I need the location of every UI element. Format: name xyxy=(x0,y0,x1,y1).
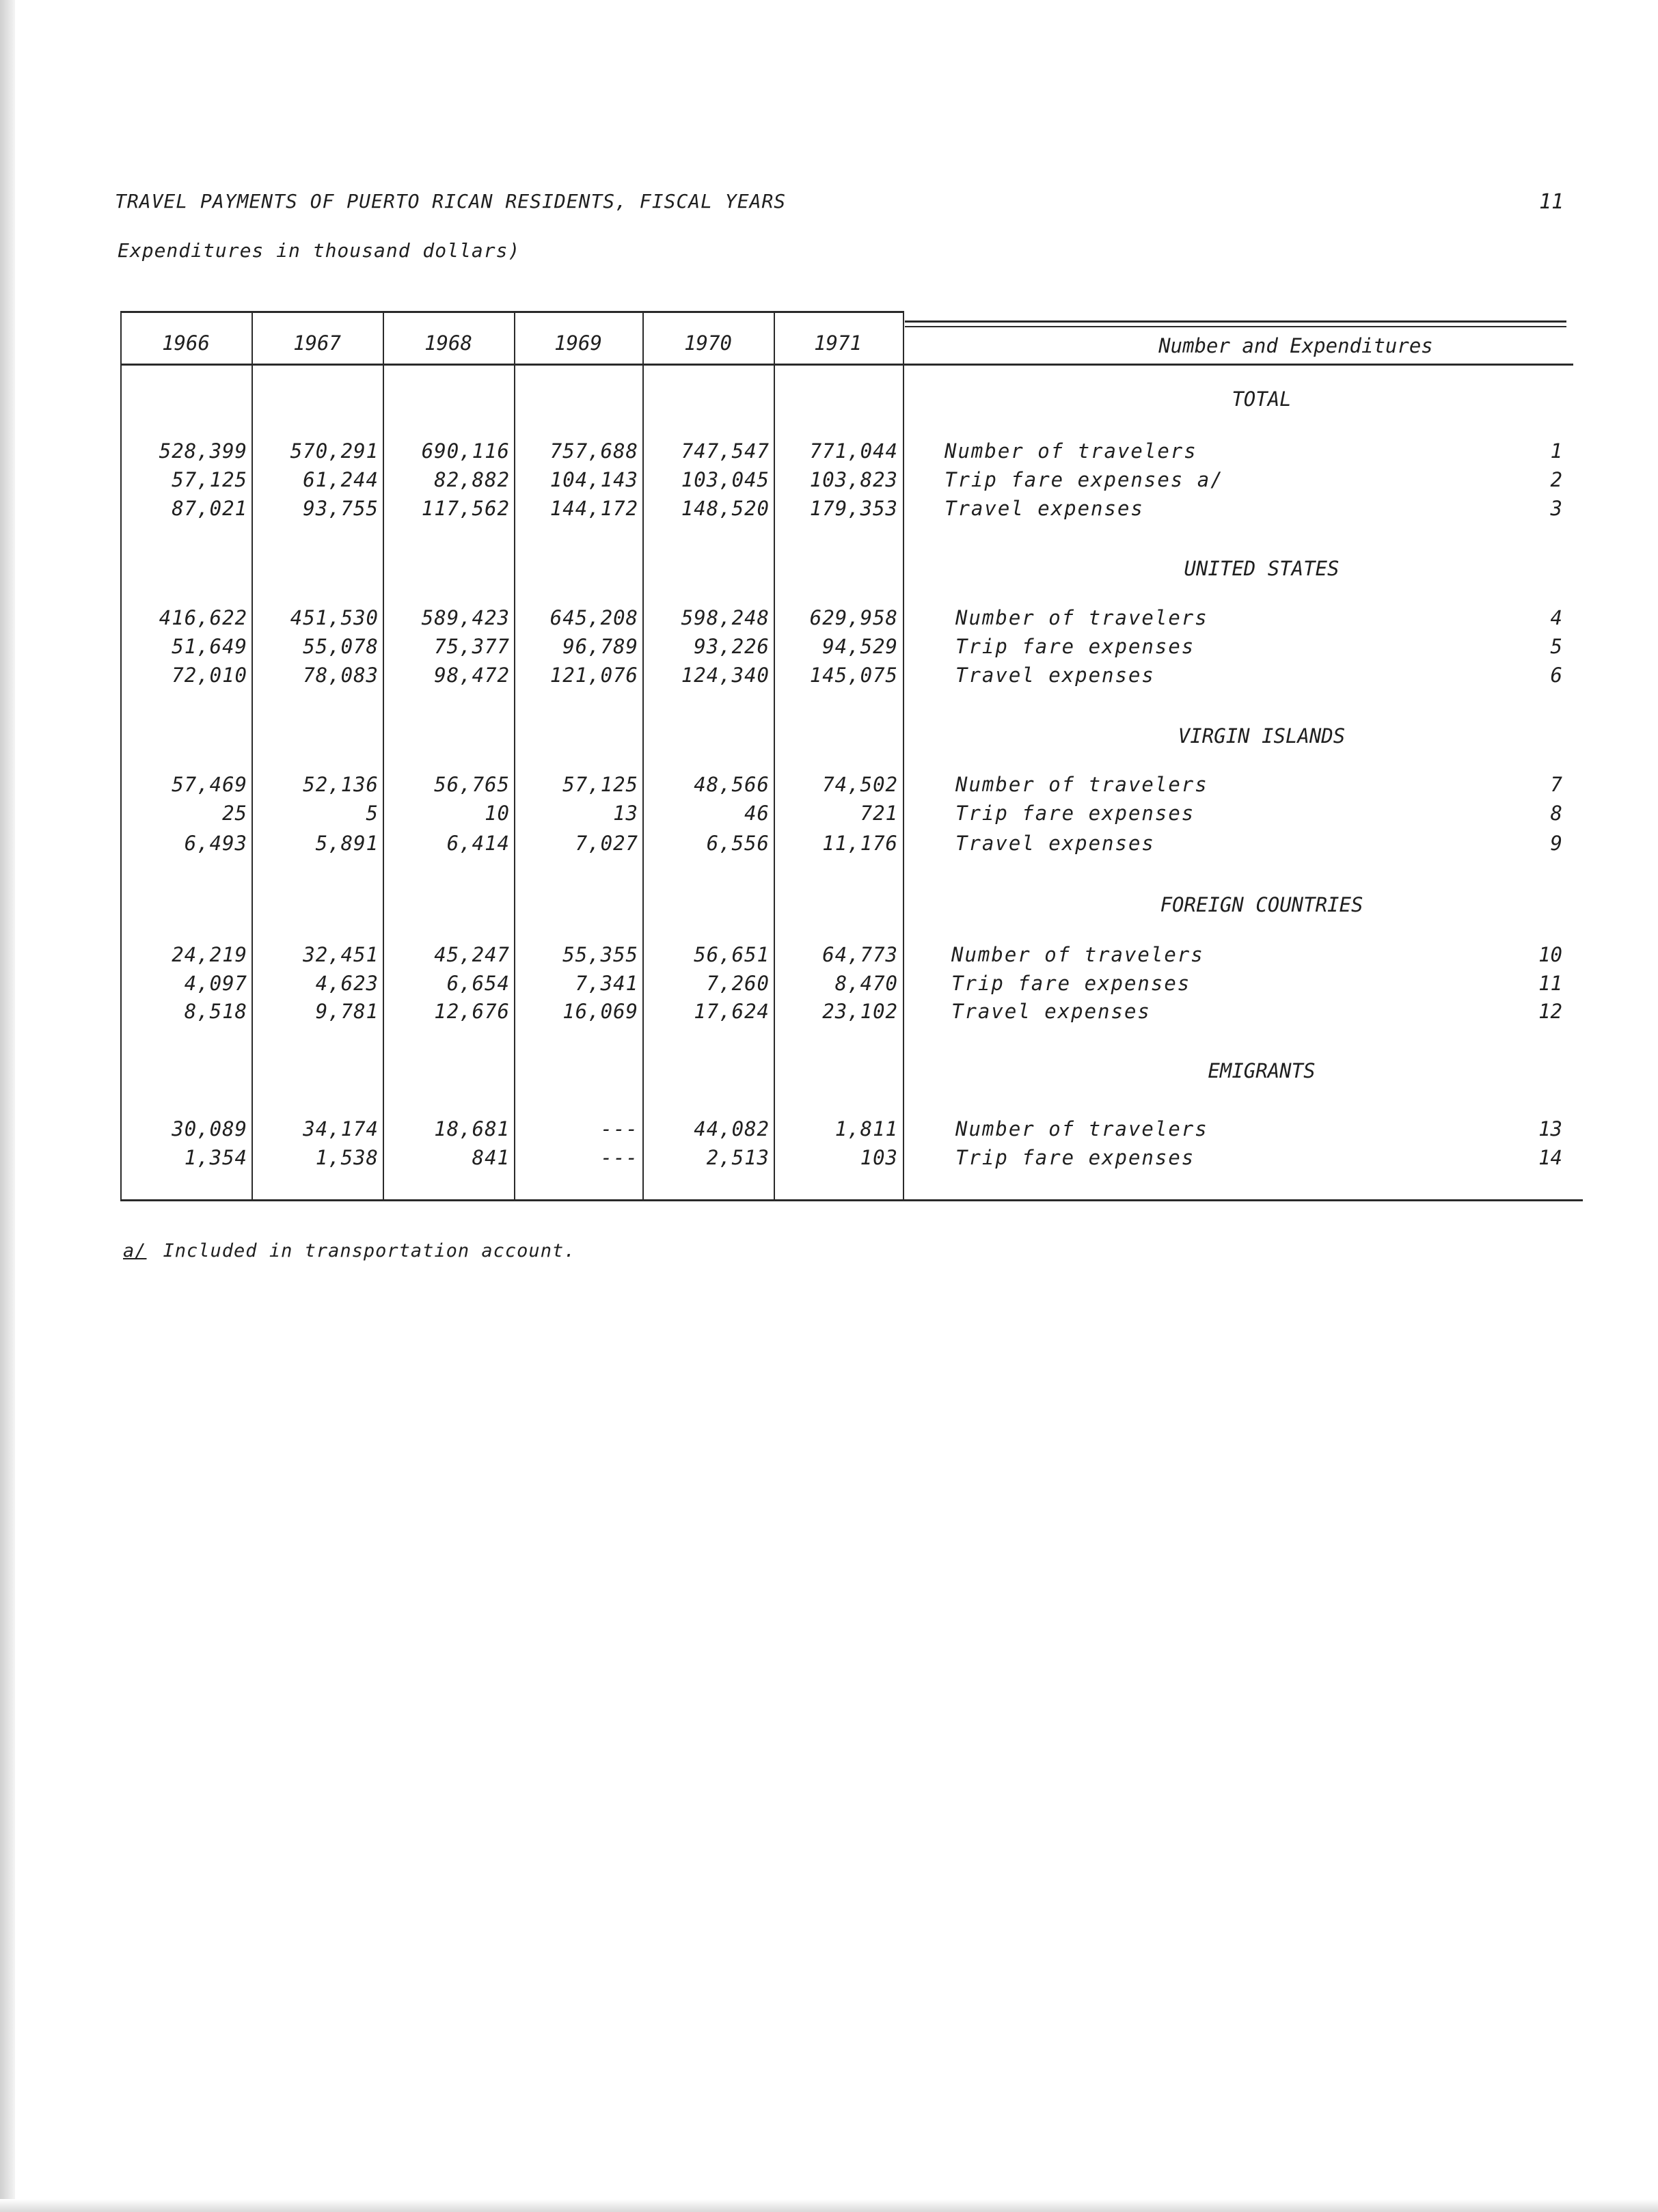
row-label: Number of travelers xyxy=(955,1117,1208,1141)
table-cell: 103,823 xyxy=(809,468,898,491)
line-number: 3 xyxy=(1550,497,1562,520)
table-cell: 9,781 xyxy=(315,1000,379,1023)
table-cell: 10 xyxy=(485,802,510,825)
col-rule-5 xyxy=(774,311,775,1201)
table-cell: 61,244 xyxy=(303,468,379,491)
table-cell: 1,354 xyxy=(184,1146,247,1169)
line-number: 14 xyxy=(1538,1146,1562,1169)
year-header: 1971 xyxy=(814,331,862,355)
table-cell: 7,027 xyxy=(575,832,638,855)
table-cell: 56,651 xyxy=(694,943,770,966)
table-cell: 124,340 xyxy=(681,664,770,687)
table-cell: 144,172 xyxy=(549,497,638,520)
line-number: 7 xyxy=(1550,773,1562,796)
year-header: 1970 xyxy=(684,331,732,355)
col-rule-4 xyxy=(642,311,644,1201)
table-cell: 4,623 xyxy=(315,972,379,995)
line-number: 2 xyxy=(1550,468,1562,491)
line-number: 4 xyxy=(1550,606,1562,629)
row-label: Travel expenses xyxy=(955,664,1155,687)
table-cell: 57,125 xyxy=(172,468,247,491)
table-cell: 34,174 xyxy=(303,1117,379,1141)
table-cell: 32,451 xyxy=(303,943,379,966)
table-cell: 416,622 xyxy=(159,606,247,629)
table-cell: 121,076 xyxy=(549,664,638,687)
table-cell: 96,789 xyxy=(562,635,638,658)
section-heading: UNITED STATES xyxy=(1184,557,1340,580)
table-top-rule-right xyxy=(905,320,1566,323)
travel-payments-table xyxy=(120,311,1583,1203)
table-cell: 6,654 xyxy=(446,972,510,995)
table-cell: 589,423 xyxy=(421,606,510,629)
year-header: 1969 xyxy=(554,331,602,355)
col-rule-6 xyxy=(903,311,904,1201)
table-cell: 8,518 xyxy=(184,1000,247,1023)
col-rule-3 xyxy=(514,311,515,1201)
table-cell: 6,493 xyxy=(184,832,247,855)
table-cell: 51,649 xyxy=(172,635,247,658)
table-cell: 55,355 xyxy=(562,943,638,966)
row-label: Trip fare expenses xyxy=(951,972,1191,995)
year-header: 1967 xyxy=(293,331,341,355)
row-label: Trip fare expenses a/ xyxy=(944,468,1224,491)
table-cell: 55,078 xyxy=(303,635,379,658)
line-number: 1 xyxy=(1550,439,1562,463)
line-number: 10 xyxy=(1538,943,1562,966)
scan-left-edge xyxy=(0,0,15,2212)
table-cell: 52,136 xyxy=(303,773,379,796)
col-rule-2 xyxy=(383,311,384,1201)
footnote-text: Included in transportation account. xyxy=(163,1240,576,1261)
year-header: 1966 xyxy=(162,331,210,355)
line-number: 8 xyxy=(1550,802,1562,825)
table-top-rule xyxy=(120,311,903,313)
table-cell: 629,958 xyxy=(809,606,898,629)
table-cell: 48,566 xyxy=(694,773,770,796)
table-cell: 13 xyxy=(613,802,638,825)
row-label: Number of travelers xyxy=(955,606,1208,629)
table-cell: --- xyxy=(600,1146,638,1169)
table-cell: 8,470 xyxy=(834,972,898,995)
table-cell: 6,556 xyxy=(706,832,770,855)
table-cell: 23,102 xyxy=(822,1000,898,1023)
table-cell: 103 xyxy=(860,1146,898,1169)
row-label: Trip fare expenses xyxy=(955,635,1195,658)
table-cell: 7,260 xyxy=(706,972,770,995)
table-cell: 7,341 xyxy=(575,972,638,995)
table-cell: 57,125 xyxy=(562,773,638,796)
footnote-mark: a/ xyxy=(123,1240,147,1261)
row-label: Travel expenses xyxy=(944,497,1144,520)
table-cell: 72,010 xyxy=(172,664,247,687)
table-cell: 104,143 xyxy=(549,468,638,491)
table-cell: 451,530 xyxy=(290,606,379,629)
table-bottom-rule xyxy=(120,1199,1583,1201)
table-cell: 528,399 xyxy=(159,439,247,463)
page-title: TRAVEL PAYMENTS OF PUERTO RICAN RESIDENTS, FISCAL YEARS xyxy=(115,190,787,213)
col-rule-0 xyxy=(120,311,122,1201)
table-header-rule xyxy=(120,364,1573,366)
row-label: Travel expenses xyxy=(955,832,1155,855)
table-cell: 93,755 xyxy=(303,497,379,520)
table-cell: 18,681 xyxy=(434,1117,510,1141)
table-cell: --- xyxy=(600,1117,638,1141)
table-cell: 771,044 xyxy=(809,439,898,463)
table-cell: 98,472 xyxy=(434,664,510,687)
table-cell: 645,208 xyxy=(549,606,638,629)
scan-bottom-edge xyxy=(0,2199,1658,2212)
table-cell: 94,529 xyxy=(822,635,898,658)
description-header: Number and Expenditures xyxy=(1158,334,1433,357)
table-cell: 93,226 xyxy=(694,635,770,658)
table-cell: 75,377 xyxy=(434,635,510,658)
table-cell: 148,520 xyxy=(681,497,770,520)
row-label: Number of travelers xyxy=(944,439,1197,463)
table-cell: 841 xyxy=(472,1146,510,1169)
table-cell: 78,083 xyxy=(303,664,379,687)
row-label: Number of travelers xyxy=(951,943,1204,966)
section-heading: FOREIGN COUNTRIES xyxy=(1160,893,1363,916)
table-cell: 11,176 xyxy=(822,832,898,855)
table-cell: 30,089 xyxy=(172,1117,247,1141)
table-cell: 17,624 xyxy=(694,1000,770,1023)
line-number: 12 xyxy=(1538,1000,1562,1023)
table-cell: 44,082 xyxy=(694,1117,770,1141)
line-number: 11 xyxy=(1538,972,1562,995)
table-cell: 25 xyxy=(222,802,247,825)
table-cell: 6,414 xyxy=(446,832,510,855)
year-header: 1968 xyxy=(424,331,472,355)
table-cell: 4,097 xyxy=(184,972,247,995)
table-cell: 757,688 xyxy=(549,439,638,463)
table-cell: 56,765 xyxy=(434,773,510,796)
table-cell: 64,773 xyxy=(822,943,898,966)
table-cell: 16,069 xyxy=(562,1000,638,1023)
page-subtitle: Expenditures in thousand dollars) xyxy=(118,239,521,262)
section-heading: VIRGIN ISLANDS xyxy=(1178,724,1346,748)
section-heading: TOTAL xyxy=(1232,387,1292,411)
table-cell: 1,538 xyxy=(315,1146,379,1169)
row-label: Travel expenses xyxy=(951,1000,1151,1023)
table-cell: 12,676 xyxy=(434,1000,510,1023)
footnote xyxy=(123,1240,575,1261)
table-cell: 57,469 xyxy=(172,773,247,796)
table-cell: 5,891 xyxy=(315,832,379,855)
table-cell: 87,021 xyxy=(172,497,247,520)
table-cell: 24,219 xyxy=(172,943,247,966)
section-heading: EMIGRANTS xyxy=(1208,1059,1316,1082)
row-label: Trip fare expenses xyxy=(955,1146,1195,1169)
table-cell: 721 xyxy=(860,802,898,825)
table-cell: 1,811 xyxy=(834,1117,898,1141)
col-rule-1 xyxy=(252,311,253,1201)
line-number: 9 xyxy=(1550,832,1562,855)
table-cell: 598,248 xyxy=(681,606,770,629)
row-label: Number of travelers xyxy=(955,773,1208,796)
table-cell: 145,075 xyxy=(809,664,898,687)
table-cell: 45,247 xyxy=(434,943,510,966)
table-cell: 82,882 xyxy=(434,468,510,491)
line-number: 13 xyxy=(1538,1117,1562,1141)
table-cell: 2,513 xyxy=(706,1146,770,1169)
line-number: 5 xyxy=(1550,635,1562,658)
table-cell: 570,291 xyxy=(290,439,379,463)
line-number: 6 xyxy=(1550,664,1562,687)
page-number: 11 xyxy=(1539,190,1564,214)
table-cell: 103,045 xyxy=(681,468,770,491)
table-cell: 747,547 xyxy=(681,439,770,463)
table-cell: 690,116 xyxy=(421,439,510,463)
table-cell: 117,562 xyxy=(421,497,510,520)
table-top-rule-right-double xyxy=(905,326,1566,327)
row-label: Trip fare expenses xyxy=(955,802,1195,825)
table-cell: 74,502 xyxy=(822,773,898,796)
table-cell: 46 xyxy=(744,802,770,825)
table-cell: 5 xyxy=(366,802,379,825)
table-cell: 179,353 xyxy=(809,497,898,520)
